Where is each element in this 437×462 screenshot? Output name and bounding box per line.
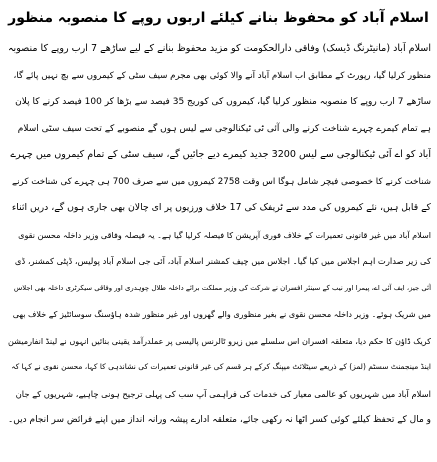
article-line: اینڈ مینجمنٹ سسٹم (لمز) کے ذریعے سیٹلائٹ میپنگ کرکے ہر قسم کی غیر قانونی تعمیرات کی نشاندہی کا کہا، محسن نقوی نے کہا کہ xyxy=(11,362,431,371)
article-line: کریک ڈاؤن کا حکم دیا، متعلقہ افسران اس سلسلے میں زیرو ٹالرنس پالیسی پر عملدرآمد یقینی بنائیں انہوں نے لینڈ انفارمیشن xyxy=(8,335,431,346)
article-line: آباد کو اے آئی ٹیکنالوجی سے لیس 3200 جدید کیمرے دیے جائیں گے، سیف سٹی کے تمام کیمروں میں چہرے xyxy=(10,149,431,160)
article-line: میں شریک ہوئے۔ وزیر داخلہ محسن نقوی نے بغیر منظوری والے گھروں اور غیر منظور شدہ ہاؤسنگ سوسائٹیز کے خلاف بھی xyxy=(12,309,431,319)
article-line: منظور کرلیا گیا، رپورٹ کے مطابق اب اسلام آباد آنے والا کوئی بھی مجرم سیف سٹی کے کیمروں سے بچ نہیں پائے گا، xyxy=(13,70,431,81)
article-line: شناخت کرنے کا خصوصی فیچر شامل ہوگا اس وقت 2758 کیمروں میں سے صرف 700 ہی چہرے کی شناخت کرنے xyxy=(12,176,431,187)
article-line: اسلام آباد (مانیٹرنگ ڈیسک) وفاقی دارالحکومت کو مزید محفوظ بنانے کے لیے ساڑھے 7 ارب روپے کا منصوبہ xyxy=(7,43,431,54)
article-line: آئی جیز، ایف آئی اے، پیمرا اور نیب کے سینئر افسران نے شرکت کی وزیر مملکت برائے داخلہ طلال چوہدری اور وفاقی سیکرٹری داخلہ بھی اجلاس xyxy=(13,283,431,292)
headline: اسلام آباد کو محفوظ بنانے کیلئے اربوں روپے کا منصوبہ منظور xyxy=(8,10,429,26)
article-line: اسلام آباد میں غیر قانونی تعمیرات کے خلاف فوری آپریشن کا فیصلہ کرلیا گیا ہے۔ یہ فیصلہ وفاقی وزیر داخلہ محسن نقوی xyxy=(18,229,431,240)
article-line: اسلام آباد میں شہریوں کو عالمی معیار کی خدمات کی فراہمی آپ سب کی پہلی ترجیح ہونی چاہیے، شہریوں کے جان xyxy=(15,388,431,399)
article-line: ہے تمام کیمرے چہرے شناخت کرنے والی آئی ٹی ٹیکنالوجی سے لیس ہوں گے منصوبے کے تحت سیف سٹی اسلام xyxy=(17,123,431,134)
article-line: کی زیر صدارت اہم اجلاس میں کیا گیا۔ اجلاس میں چیف کمشنر اسلام آباد، آئی جی اسلام آباد پولیس، ڈپٹی کمشنر، ڈی xyxy=(14,256,431,266)
article-line: ساڑھے 7 ارب روپے کا منصوبہ منظور کرلیا گیا، کیمروں کی کوریج 35 فیصد سے بڑھا کر 100 فیصد کرنے کا پلان xyxy=(15,97,431,107)
article-line: و مال کے تحفظ کیلئے کوئی کسر اٹھا نہ رکھی جائے، متعلقہ ادارے پیشہ ورانہ انداز میں اپنے فرائض سر انجام دیں۔ xyxy=(8,415,431,425)
article-line: کے قابل ہیں، نئے کیمروں کی مدد سے ٹریفک کی 17 خلاف ورزیوں پر ای چالان بھی جاری ہوں گے، دریں اثناء xyxy=(11,202,431,213)
article-body xyxy=(6,36,431,434)
